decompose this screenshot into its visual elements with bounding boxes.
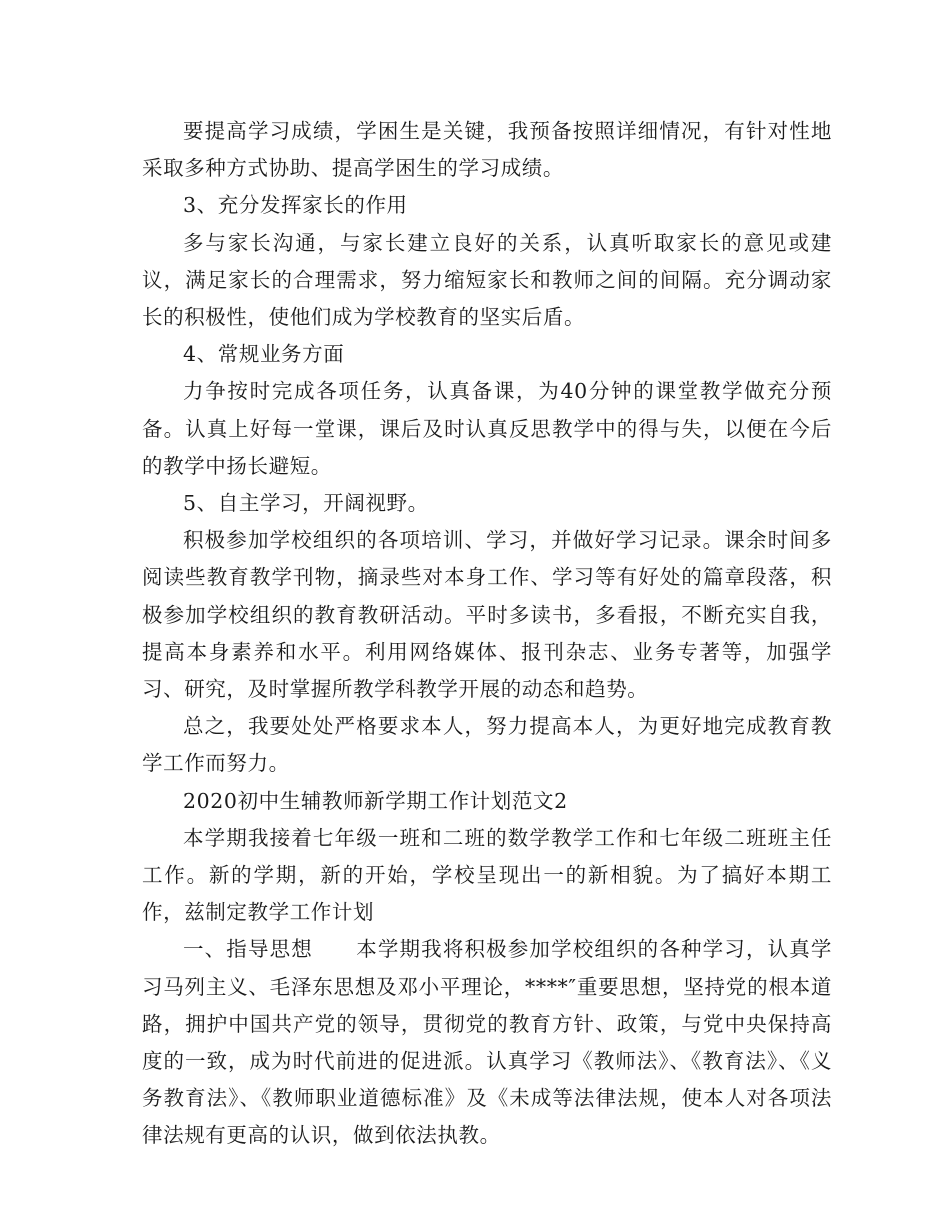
heading-sample-2: 2020初中生辅教师新学期工作计划范文2 — [183, 788, 568, 813]
heading-self-study: 5、自主学习，开阔视野。 — [183, 491, 429, 516]
paragraph-help-struggling-students: 要提高学习成绩，学困生是关键，我预备按照详细情况，有针对性地采取多种方式协助、提高学困生的学习成绩。 — [142, 119, 832, 181]
paragraph-self-study: 积极参加学校组织的各项培训、学习，并做好学习记录。课余时间多阅读些教育教学刊物，摘录些对本身工作、学习等有好处的篇章段落，积极参加学校组织的教育教研活动。平时多读书，多看报，不断充实自我，提高本身素养和水平。利用网络媒体、报刊杂志、业务专著等，加强学习、研究，及时掌握所教学科教学开展的动态和趋势。 — [142, 528, 832, 702]
heading-routine-work: 4、常规业务方面 — [183, 342, 345, 367]
paragraph-guiding-thought: 一、指导思想 本学期我将积极参加学校组织的各种学习，认真学习马列主义、毛泽东思想及邓小平理论，****″重要思想，坚持党的根本道路，拥护中国共产党的领导，贯彻党的教育方针、政策，与党中央保持高度的一致，成为时代前进的促进派。认真学习《教师法》、《教育法》、《义务教育法》、《教师职业道德标准》及《未成等法律法规，使本人对各项法律法规有更高的认识，做到依法执教。 — [142, 937, 832, 1148]
paragraph-conclusion: 总之，我要处处严格要求本人，努力提高本人，为更好地完成教育教学工作而努力。 — [142, 714, 832, 776]
heading-parents-role: 3、充分发挥家长的作用 — [183, 193, 408, 218]
paragraph-parent-communication: 多与家长沟通，与家长建立良好的关系，认真听取家长的意见或建议，满足家长的合理需求，努力缩短家长和教师之间的间隔。充分调动家长的积极性，使他们成为学校教育的坚实后盾。 — [142, 230, 832, 330]
document-page — [142, 113, 832, 1155]
paragraph-routine-work: 力争按时完成各项任务，认真备课，为40分钟的课堂教学做充分预备。认真上好每一堂课，课后及时认真反思教学中的得与失，以便在今后的教学中扬长避短。 — [142, 379, 832, 478]
paragraph-semester-intro: 本学期我接着七年级一班和二班的数学教学工作和七年级二班班主任工作。新的学期，新的开始，学校呈现出一的新相貌。为了搞好本期工作，兹制定教学工作计划 — [142, 825, 832, 925]
